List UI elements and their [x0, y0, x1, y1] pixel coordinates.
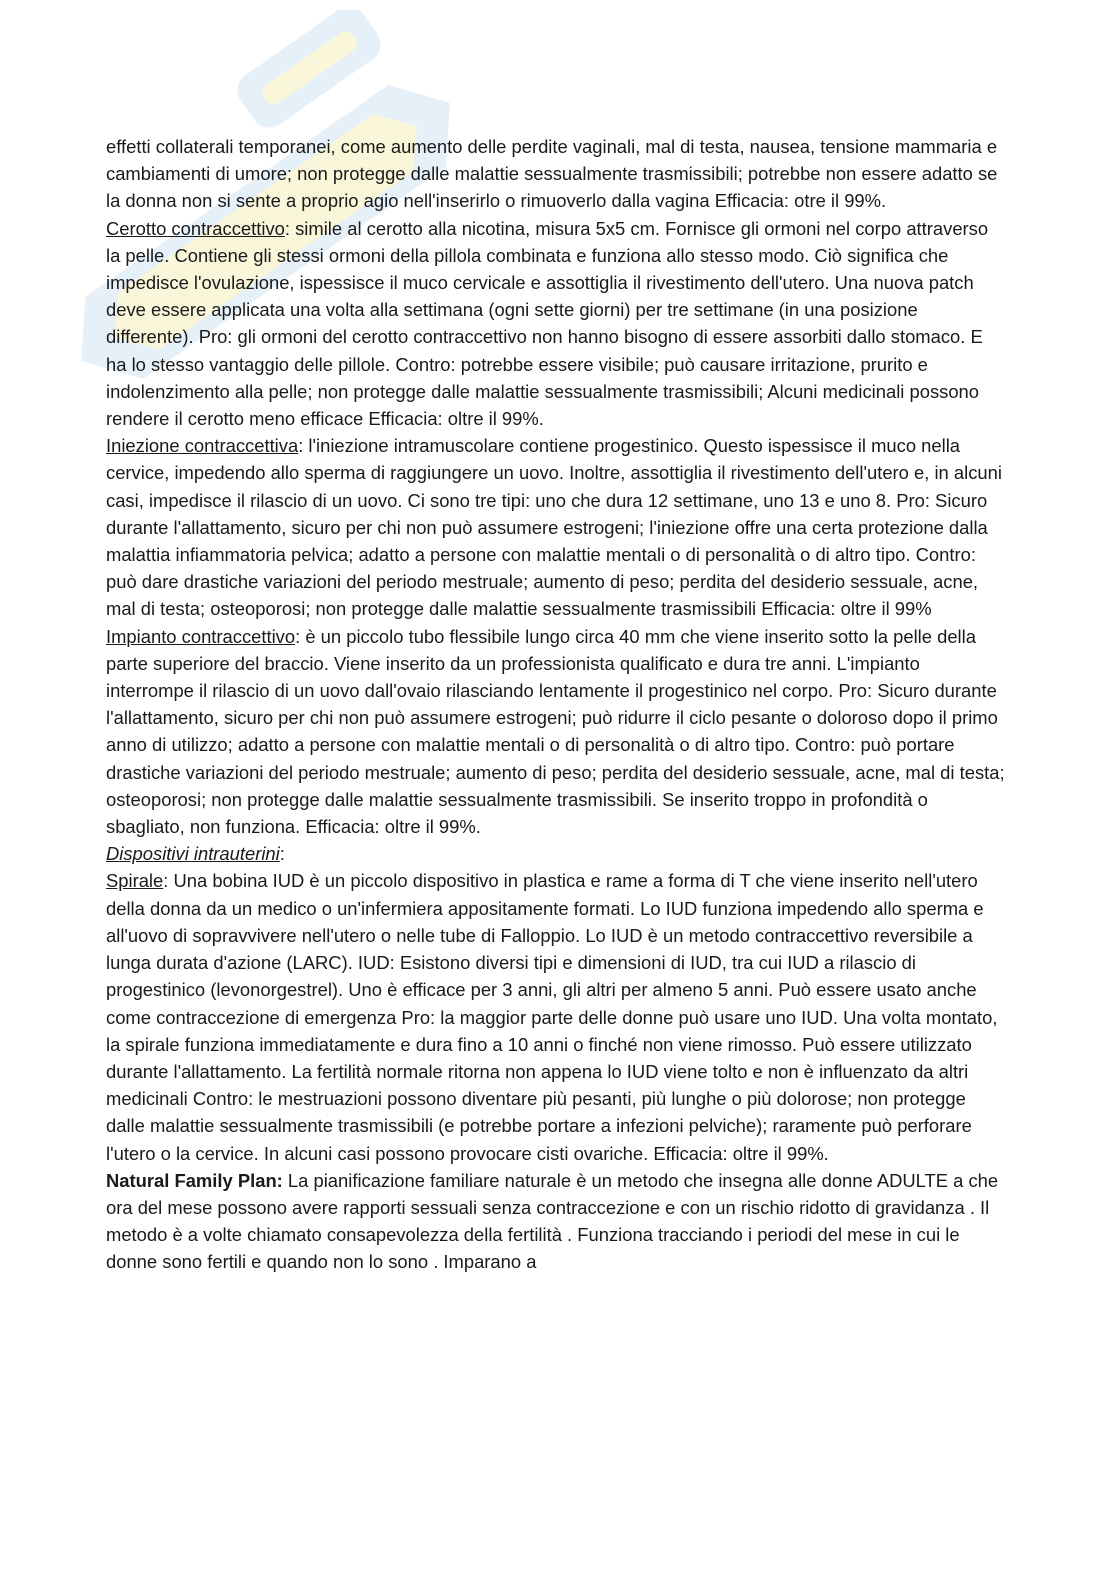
- paragraph-coil: [106, 867, 1006, 1166]
- paragraph-body: La pianificazione familiare naturale è un metodo che insegna alle donne ADULTE a che ora del mese possono avere rapporti sessuali senza contraccezione e con un rischio ridotto di gravidanza . Il metodo è a volte chiamato consapevolezza della fertilità . Funziona tracciando i periodi del mese in cui le donne sono fertili e quando non lo sono . Imparano a: [106, 1169, 999, 1273]
- paragraph-body: effetti collaterali temporanei, come aumento delle perdite vaginali, mal di testa, nausea, tensione mammaria e cambiamenti di umore; non protegge dalle malattie sessualmente trasmissibili; potrebbe non essere adatto se la donna non si sente a proprio agio nell'inserirlo o rimuoverlo dalla vagina Efficacia: otre il 99%.: [106, 136, 998, 212]
- paragraph-body: : è un piccolo tubo flessibile lungo circa 40 mm che viene inserito sotto la pelle della parte superiore del braccio. Viene inserito da un professionista qualificato e dura tre anni. L'impianto interrompe il rilascio di un uovo dall'ovaio rilasciando lentamente il progestinico nel corpo. Pro: Sicuro durante l'allattamento, sicuro per chi non può assumere estrogeni; può ridurre il ciclo pesante o doloroso dopo il primo anno di utilizzo; adatto a persone con malattie mentali o di personalità o di altro tipo. Contro: può portare drastiche variazioni del periodo mestruale; aumento di peso; perdita del desiderio sessuale, acne, mal di testa; osteoporosi; non protegge dalle malattie sessualmente trasmissibili. Se inserito troppo in profondità o sbagliato, non funziona. Efficacia: oltre il 99%.: [106, 625, 1005, 838]
- paragraph-body: : l'iniezione intramuscolare contiene progestinico. Questo ispessisce il muco nella cervice, impedendo allo sperma di raggiungere un uovo. Inoltre, assottiglia il rivestimento dell'utero e, in alcuni casi, impedisce il rilascio di un uovo. Ci sono tre tipi: uno che dura 12 settimane, uno 13 e uno 8. Pro: Sicuro durante l'allattamento, sicuro per chi non può assumere estrogeni; l'iniezione offre una certa protezione dalla malattia infiammatoria pelvica; adatto a persone con malattie mentali o di personalità o di altro tipo. Contro: può dare drastiche variazioni del periodo mestruale; aumento di peso; perdita del desiderio sessuale, acne, mal di testa; osteoporosi; non protegge dalle malattie sessualmente trasmissibili Efficacia: oltre il 99%: [106, 435, 1002, 620]
- section-heading-implant: Impianto contraccettivo: [106, 625, 296, 647]
- section-heading-coil: Spirale: [106, 870, 164, 892]
- section-heading-patch: Cerotto contraccettivo: [106, 217, 285, 239]
- section-heading-intrauterine: Dispositivi intrauterini: [106, 843, 280, 865]
- section-heading-injection: Iniezione contraccettiva: [106, 435, 299, 457]
- paragraph-contraceptive-injection: [106, 432, 1006, 622]
- document-page: [106, 133, 1006, 1276]
- paragraph-natural-family-plan: [106, 1167, 1006, 1276]
- paragraph-body: :: [279, 843, 285, 865]
- paragraph-contraceptive-patch: [106, 215, 1006, 433]
- paragraph-body: : simile al cerotto alla nicotina, misura 5x5 cm. Fornisce gli ormoni nel corpo attraverso la pelle. Contiene gli stessi ormoni della pillola combinata e funziona allo stesso modo. Ciò significa che impedisce l'ovulazione, ispessisce il muco cervicale e assottiglia il rivestimento dell'utero. Una nuova patch deve essere applicata una volta alla settimana (ogni sette giorni) per tre settimane (in una posizione differente). Pro: gli ormoni del cerotto contraccettivo non hanno bisogno di essere assorbiti dallo stomaco. E ha lo stesso vantaggio delle pillole. Contro: potrebbe essere visibile; può causare irritazione, prurito e indolenzimento alla pelle; non protegge dalle malattie sessualmente trasmissibili; Alcuni medicinali possono rendere il cerotto meno efficace Efficacia: oltre il 99%.: [106, 217, 989, 430]
- paragraph-contraceptive-implant: [106, 623, 1006, 841]
- paragraph-side-effects: [106, 133, 1006, 215]
- paragraph-intrauterine-devices: [106, 840, 1006, 867]
- paragraph-body: : Una bobina IUD è un piccolo dispositivo in plastica e rame a forma di T che viene inserito nell'utero della donna da un medico o un'infermiera appositamente formati. Lo IUD funziona impedendo allo sperma e all'uovo di sopravvivere nell'utero o nelle tube di Falloppio. Lo IUD è un metodo contraccettivo reversibile a lunga durata d'azione (LARC). IUD: Esistono diversi tipi e dimensioni di IUD, tra cui IUD a rilascio di progestinico (levonorgestrel). Uno è efficace per 3 anni, gli altri per almeno 5 anni. Può essere usato anche come contraccezione di emergenza Pro: la maggior parte delle donne può usare uno IUD. Una volta montato, la spirale funziona immediatamente e dura fino a 10 anni o finché non viene rimosso. Può essere utilizzato durante l'allattamento. La fertilità normale ritorna non appena lo IUD viene tolto e non è influenzato da altri medicinali Contro: le mestruazioni possono diventare più pesanti, più lunghe o più dolorose; non protegge dalle malattie sessualmente trasmissibili (e potrebbe portare a infezioni pelviche); raramente può perforare l'utero o la cervice. In alcuni casi possono provocare cisti ovariche. Efficacia: oltre il 99%.: [106, 870, 998, 1164]
- section-heading-natural-family-plan: Natural Family Plan:: [106, 1169, 283, 1191]
